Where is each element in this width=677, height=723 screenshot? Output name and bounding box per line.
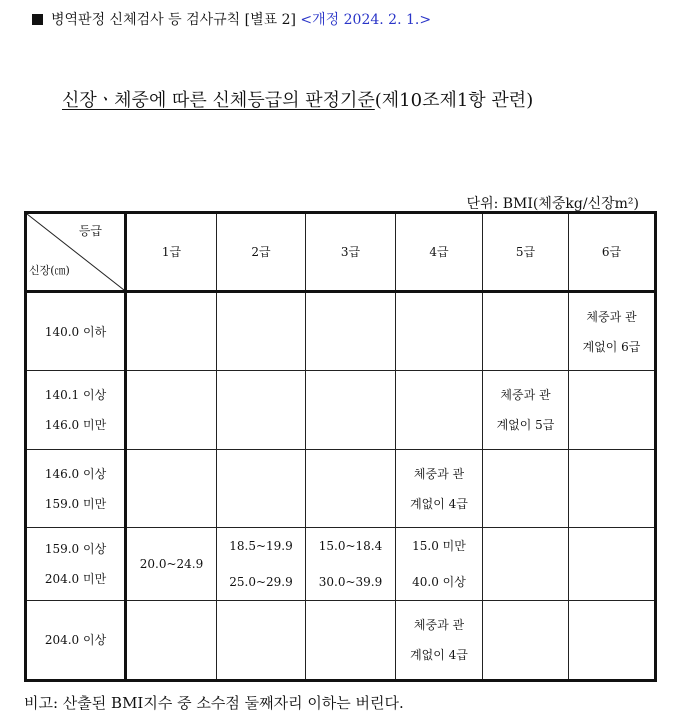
- grade-cell: [126, 601, 217, 681]
- cell-text: 체중과 관계없이 6급: [582, 309, 641, 354]
- title-main: 신장ㆍ체중에 따른 신체등급의 판정기준: [62, 90, 375, 111]
- grade-cell: [396, 601, 483, 681]
- grade-cell: [569, 450, 656, 528]
- height-range-line: 140.0 이하: [44, 324, 107, 339]
- cell-text: 체중과 관계없이 4급: [410, 466, 468, 511]
- table-row: [26, 601, 656, 681]
- height-range-cell: [26, 601, 126, 681]
- grade-cell: [217, 292, 306, 371]
- grade-cell: [306, 371, 396, 450]
- grade-cell: [569, 528, 656, 601]
- grade-cell: [217, 601, 306, 681]
- grade-cell: [126, 528, 217, 601]
- grade-table: [24, 211, 657, 682]
- grade-cell: [306, 528, 396, 601]
- corner-cell: [26, 213, 126, 292]
- grade-cell: [396, 528, 483, 601]
- height-range-cell: [26, 528, 126, 601]
- grade-cell: [569, 371, 656, 450]
- diagonal-line: [27, 214, 124, 290]
- grade-cell: [569, 292, 656, 371]
- grade-cell: [126, 292, 217, 371]
- height-range-cell: [26, 292, 126, 371]
- header-label: 병역판정 신체검사 등 검사규칙 [별표 2]: [51, 12, 296, 28]
- table-row: [26, 528, 656, 601]
- grade-header: 1급: [126, 213, 217, 292]
- grade-cell: [396, 292, 483, 371]
- grade-header: 4급: [396, 213, 483, 292]
- cell-text: 15.0~18.4 30.0~39.9: [318, 539, 383, 589]
- height-range-line: 140.1 이상: [44, 388, 107, 402]
- unit-label: 단위: BMI(체중kg/신장m²): [466, 196, 639, 212]
- height-range-line: 204.0 이상: [44, 633, 107, 647]
- grade-header: 3급: [306, 213, 396, 292]
- height-range-line: 204.0 미만: [44, 572, 107, 586]
- table-row: [26, 371, 656, 450]
- height-range-line: 159.0 이상: [44, 542, 107, 556]
- footnote: 비고: 산출된 BMI지수 중 소수점 둘째자리 이하는 버린다.: [24, 694, 404, 712]
- cell-text: 15.0 미만 40.0 이상: [412, 539, 466, 589]
- cell-text: 18.5~19.9 25.0~29.9: [229, 539, 293, 589]
- page-title: [62, 86, 533, 112]
- grade-header: 2급: [217, 213, 306, 292]
- cell-text: 체중과 관계없이 5급: [496, 388, 555, 432]
- height-range-cell: [26, 450, 126, 528]
- grade-cell: [217, 371, 306, 450]
- cell-text: 체중과 관계없이 4급: [410, 618, 468, 662]
- grade-cell: [306, 601, 396, 681]
- height-range-line: 146.0 이상: [44, 466, 107, 481]
- grade-cell: [483, 601, 569, 681]
- title-sub: (제10조제1항 관련): [374, 90, 534, 111]
- cell-text: 20.0~24.9: [139, 557, 204, 571]
- grade-cell: [483, 450, 569, 528]
- grade-header: 6급: [569, 213, 656, 292]
- corner-bottom-label: 신장(㎝): [29, 264, 70, 277]
- grade-cell: [569, 601, 656, 681]
- grade-cell: [483, 292, 569, 371]
- revision-date: <개정 2024. 2. 1.>: [300, 12, 432, 28]
- corner-top-label: 등급: [78, 224, 102, 238]
- square-bullet-icon: [32, 14, 43, 25]
- document-header: [32, 9, 431, 29]
- grade-cell: [217, 450, 306, 528]
- table-row: [26, 450, 656, 528]
- height-range-cell: [26, 371, 126, 450]
- grade-cell: [217, 528, 306, 601]
- table-row: [26, 292, 656, 371]
- grade-header: 5급: [483, 213, 569, 292]
- height-range-line: 146.0 미만: [44, 418, 107, 432]
- grade-cell: [483, 371, 569, 450]
- height-range-line: 159.0 미만: [44, 496, 107, 511]
- grade-cell: [306, 450, 396, 528]
- grade-cell: [126, 371, 217, 450]
- grade-cell: [396, 371, 483, 450]
- grade-cell: [306, 292, 396, 371]
- grade-cell: [396, 450, 483, 528]
- grade-cell: [126, 450, 217, 528]
- grade-cell: [483, 528, 569, 601]
